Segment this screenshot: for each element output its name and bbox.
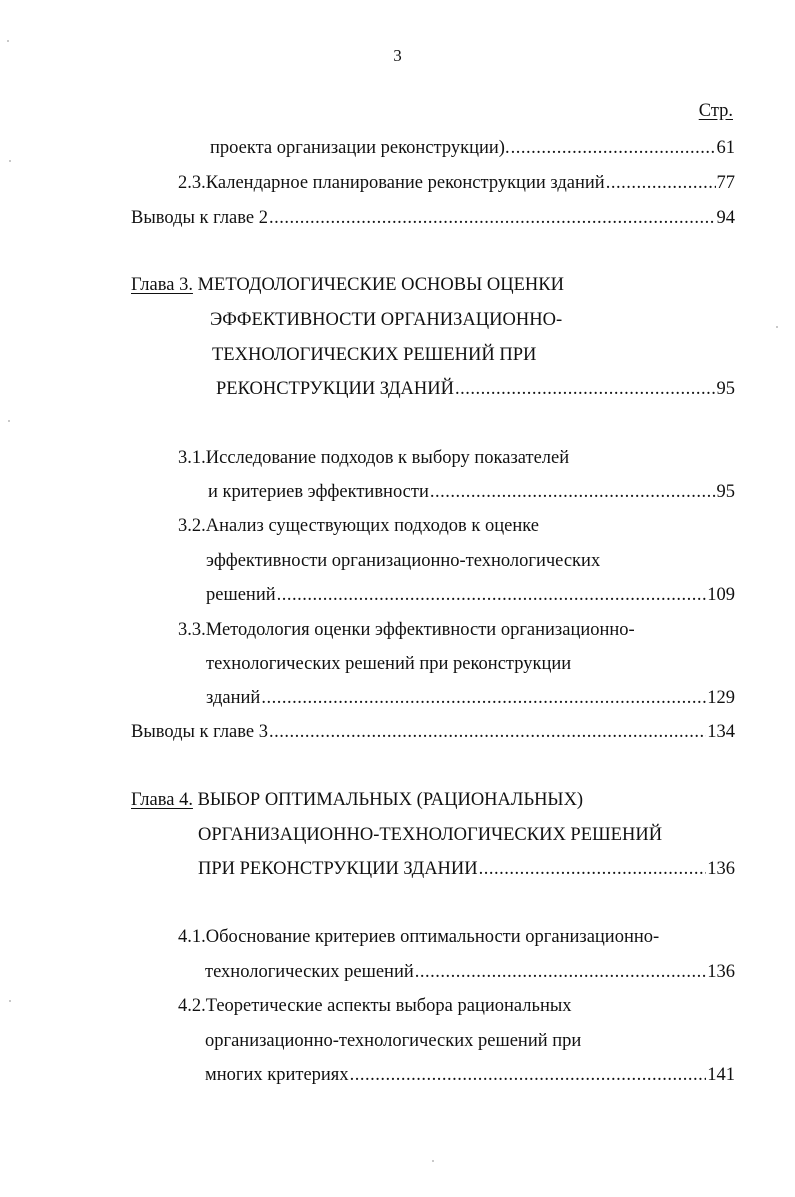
toc-entry-4-2-line-3[interactable] (205, 1063, 735, 1087)
chapter-3-title-line-3: ТЕХНОЛОГИЧЕСКИХ РЕШЕНИЙ ПРИ (212, 345, 537, 365)
toc-entry-page: 77 (716, 173, 735, 193)
chapter-4-label: Глава 4. (131, 790, 193, 810)
toc-leader-dots (511, 136, 716, 160)
toc-entry-conclusions-2[interactable] (131, 206, 735, 230)
toc-entry-title: зданий (206, 688, 261, 708)
page-number: 3 (393, 46, 402, 65)
toc-leader-dots (350, 1063, 707, 1087)
chapter-3-label: Глава 3. (131, 275, 193, 295)
toc-entry-page: 94 (716, 208, 735, 228)
chapter-3-heading-line[interactable] (131, 273, 564, 297)
toc-entry-title: проекта организации реконструкции). (210, 138, 510, 158)
toc-entry-4-1-line-1[interactable]: 4.1.Обоснование критериев оптимальности организационно- (178, 927, 660, 947)
toc-leader-dots (606, 171, 716, 195)
toc-entry-3-3-line-1[interactable]: 3.3.Методология оценки эффективности организационно- (178, 620, 635, 640)
chapter-4-title-line-3[interactable] (198, 857, 735, 881)
toc-entry-3-3-line-3[interactable] (206, 686, 735, 710)
toc-entry-title: Выводы к главе 3 (131, 722, 268, 742)
toc-entry-title: РЕКОНСТРУКЦИИ ЗДАНИЙ (216, 379, 454, 399)
toc-entry-page: 95 (716, 379, 735, 399)
page-column-header: Стр. (698, 101, 733, 121)
toc-entry-title: ПРИ РЕКОНСТРУКЦИИ ЗДАНИИ (198, 859, 478, 879)
toc-entry-title: Выводы к главе 2 (131, 208, 268, 228)
toc-entry-4-1-line-2[interactable] (205, 960, 735, 984)
scan-speck (432, 1160, 434, 1162)
toc-entry-title: решений (206, 585, 276, 605)
scan-speck (8, 420, 10, 422)
toc-leader-dots (455, 377, 716, 401)
scan-speck (776, 326, 778, 328)
toc-entry-page: 109 (707, 585, 735, 605)
scan-speck (9, 160, 11, 162)
chapter-3-title: МЕТОДОЛОГИЧЕСКИЕ ОСНОВЫ ОЦЕНКИ (197, 275, 564, 295)
toc-entry-page: 129 (707, 688, 735, 708)
toc-entry-page: 136 (707, 962, 735, 982)
toc-leader-dots (269, 720, 706, 744)
toc-entry-conclusions-3[interactable] (131, 720, 735, 744)
toc-entry-3-1-line-1[interactable]: 3.1.Исследование подходов к выбору показателей (178, 448, 570, 468)
toc-entry-page: 95 (716, 482, 735, 502)
scan-speck (9, 1000, 11, 1002)
toc-entry-title: 2.3.Календарное планирование реконструкции зданий (178, 173, 605, 193)
toc-entry-title: многих критериях (205, 1065, 349, 1085)
toc-leader-dots (261, 686, 706, 710)
chapter-4-heading-line[interactable] (131, 788, 583, 812)
toc-entry-2-2-continued[interactable] (210, 136, 735, 160)
toc-entry-4-2-line-2[interactable]: организационно-технологических решений при (205, 1031, 582, 1051)
toc-leader-dots (415, 960, 707, 984)
toc-entry-3-2-line-3[interactable] (206, 583, 735, 607)
toc-entry-page: 61 (716, 138, 735, 158)
toc-entry-3-1-line-2[interactable] (208, 480, 735, 504)
toc-entry-3-2-line-2[interactable]: эффективности организационно-технологических (206, 551, 601, 571)
chapter-3-title-line-4[interactable] (216, 377, 735, 401)
toc-entry-title: и критериев эффективности (208, 482, 429, 502)
toc-entry-page: 134 (707, 722, 735, 742)
chapter-3-title-line-2: ЭФФЕКТИВНОСТИ ОРГАНИЗАЦИОННО- (210, 310, 563, 330)
toc-entry-page: 141 (707, 1065, 735, 1085)
toc-leader-dots (479, 857, 707, 881)
toc-leader-dots (269, 206, 716, 230)
scan-speck (7, 40, 9, 42)
toc-leader-dots (277, 583, 707, 607)
toc-entry-4-2-line-1[interactable]: 4.2.Теоретические аспекты выбора рациональных (178, 996, 572, 1016)
toc-entry-page: 136 (707, 859, 735, 879)
toc-entry-2-3[interactable] (178, 171, 735, 195)
toc-entry-3-2-line-1[interactable]: 3.2.Анализ существующих подходов к оценке (178, 516, 540, 536)
toc-entry-title: технологических решений (205, 962, 414, 982)
chapter-4-title: ВЫБОР ОПТИМАЛЬНЫХ (РАЦИОНАЛЬНЫХ) (197, 790, 584, 810)
toc-entry-3-3-line-2[interactable]: технологических решений при реконструкции (206, 654, 572, 674)
toc-leader-dots (430, 480, 716, 504)
chapter-4-title-line-2: ОРГАНИЗАЦИОННО-ТЕХНОЛОГИЧЕСКИХ РЕШЕНИЙ (198, 825, 663, 845)
